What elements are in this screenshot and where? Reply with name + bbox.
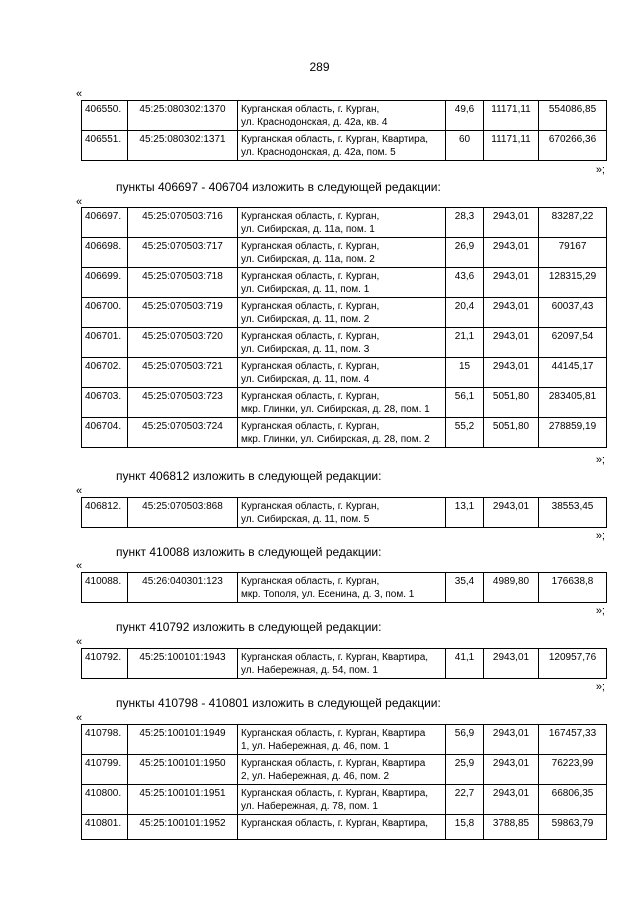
table-row <box>82 649 607 679</box>
cadastral-value-cell: 278859,19 <box>539 418 607 448</box>
address-line: Курганская область, г. Курган, <box>241 501 380 512</box>
rate-cell: 2943,01 <box>484 498 539 528</box>
address-line: Курганская область, г. Курган, Квартира <box>241 728 426 739</box>
address-cell <box>238 388 446 418</box>
registry-table <box>81 100 607 161</box>
area-cell: 41,1 <box>446 649 484 679</box>
address-line: Курганская область, г. Курган, <box>241 391 380 402</box>
cadastral-value-cell: 128315,29 <box>539 268 607 298</box>
cadastral-value-cell: 60037,43 <box>539 298 607 328</box>
address-cell <box>238 358 446 388</box>
table-body <box>82 649 607 679</box>
cadastral-number-cell: 45:25:080302:1371 <box>128 131 238 161</box>
open-quote: « <box>76 196 83 208</box>
rate-cell: 2943,01 <box>484 238 539 268</box>
area-cell: 60 <box>446 131 484 161</box>
cadastral-number-cell: 45:25:070503:718 <box>128 268 238 298</box>
address-line: ул. Краснодонская, д. 42а, кв. 4 <box>241 117 388 128</box>
address-cell <box>238 418 446 448</box>
item-number-cell: 406700. <box>82 298 128 328</box>
item-number-cell: 406703. <box>82 388 128 418</box>
table-row <box>82 358 607 388</box>
table-row <box>82 785 607 815</box>
rate-cell: 2943,01 <box>484 298 539 328</box>
item-number-cell: 406698. <box>82 238 128 268</box>
address-line: Курганская область, г. Курган, <box>241 361 380 372</box>
address-line: Курганская область, г. Курган, Квартира, <box>241 652 429 663</box>
item-number-cell: 406551. <box>82 131 128 161</box>
cadastral-number-cell: 45:25:070503:716 <box>128 208 238 238</box>
address-cell <box>238 101 446 131</box>
registry-table <box>81 497 607 528</box>
registry-table <box>81 572 607 603</box>
address-cell <box>238 815 446 840</box>
area-cell: 22,7 <box>446 785 484 815</box>
address-line: ул. Сибирская, д. 11, пом. 3 <box>241 344 370 355</box>
area-cell: 55,2 <box>446 418 484 448</box>
address-cell <box>238 725 446 755</box>
item-number-cell: 406704. <box>82 418 128 448</box>
address-line: Курганская область, г. Курган, Квартира, <box>241 818 429 829</box>
page-number: 289 <box>309 60 330 74</box>
address-line: ул. Сибирская, д. 11а, пом. 1 <box>241 224 375 235</box>
cadastral-value-cell: 554086,85 <box>539 101 607 131</box>
address-line: мкр. Глинки, ул. Сибирская, д. 28, пом. 2 <box>241 434 430 445</box>
item-number-cell: 406550. <box>82 101 128 131</box>
cadastral-number-cell: 45:25:070503:720 <box>128 328 238 358</box>
address-line: ул. Сибирская, д. 11, пом. 5 <box>241 514 370 525</box>
area-cell: 13,1 <box>446 498 484 528</box>
cadastral-number-cell: 45:25:070503:723 <box>128 388 238 418</box>
address-line: ул. Набережная, д. 54, пом. 1 <box>241 665 378 676</box>
address-line: 1, ул. Набережная, д. 46, пом. 1 <box>241 741 390 752</box>
rate-cell: 2943,01 <box>484 755 539 785</box>
cadastral-number-cell: 45:25:100101:1950 <box>128 755 238 785</box>
amendment-intro: пункт 410088 изложить в следующей редакции: <box>116 545 382 559</box>
address-line: Курганская область, г. Курган, Квартира, <box>241 134 429 145</box>
address-cell <box>238 498 446 528</box>
cadastral-value-cell: 76223,99 <box>539 755 607 785</box>
table-body <box>82 101 607 161</box>
rate-cell: 2943,01 <box>484 649 539 679</box>
address-line: ул. Набережная, д. 78, пом. 1 <box>241 801 378 812</box>
open-quote: « <box>76 712 83 724</box>
table-body <box>82 573 607 603</box>
close-quote: »; <box>595 681 605 693</box>
cadastral-value-cell: 176638,8 <box>539 573 607 603</box>
address-line: Курганская область, г. Курган, <box>241 301 380 312</box>
open-quote: « <box>76 636 83 648</box>
address-cell <box>238 298 446 328</box>
address-line: мкр. Глинки, ул. Сибирская, д. 28, пом. 1 <box>241 404 430 415</box>
address-cell <box>238 755 446 785</box>
rate-cell: 2943,01 <box>484 358 539 388</box>
address-cell <box>238 785 446 815</box>
address-line: Курганская область, г. Курган, <box>241 211 380 222</box>
cadastral-number-cell: 45:25:100101:1949 <box>128 725 238 755</box>
cadastral-number-cell: 45:25:070503:868 <box>128 498 238 528</box>
area-cell: 35,4 <box>446 573 484 603</box>
address-line: Курганская область, г. Курган, <box>241 421 380 432</box>
table-body <box>82 208 607 448</box>
table-row <box>82 268 607 298</box>
rate-cell: 3788,85 <box>484 815 539 840</box>
rate-cell: 11171,11 <box>484 101 539 131</box>
address-line: Курганская область, г. Курган, Квартира <box>241 758 426 769</box>
cadastral-number-cell: 45:26:040301:123 <box>128 573 238 603</box>
cadastral-number-cell: 45:25:080302:1370 <box>128 101 238 131</box>
amendment-intro: пункт 410792 изложить в следующей редакции: <box>116 620 382 634</box>
area-cell: 56,1 <box>446 388 484 418</box>
address-line: ул. Сибирская, д. 11, пом. 2 <box>241 314 370 325</box>
open-quote: « <box>76 88 83 100</box>
cadastral-number-cell: 45:25:100101:1943 <box>128 649 238 679</box>
item-number-cell: 410801. <box>82 815 128 840</box>
cadastral-value-cell: 38553,45 <box>539 498 607 528</box>
registry-table <box>81 207 607 448</box>
item-number-cell: 406697. <box>82 208 128 238</box>
rate-cell: 2943,01 <box>484 268 539 298</box>
address-line: ул. Сибирская, д. 11, пом. 4 <box>241 374 370 385</box>
rate-cell: 5051,80 <box>484 388 539 418</box>
area-cell: 21,1 <box>446 328 484 358</box>
close-quote: »; <box>595 605 605 617</box>
area-cell: 20,4 <box>446 298 484 328</box>
item-number-cell: 406812. <box>82 498 128 528</box>
item-number-cell: 406702. <box>82 358 128 388</box>
cadastral-value-cell: 120957,76 <box>539 649 607 679</box>
cadastral-number-cell: 45:25:070503:721 <box>128 358 238 388</box>
rate-cell: 2943,01 <box>484 725 539 755</box>
address-line: ул. Краснодонская, д. 42а, пом. 5 <box>241 147 396 158</box>
address-cell <box>238 208 446 238</box>
table-row <box>82 498 607 528</box>
cadastral-value-cell: 66806,35 <box>539 785 607 815</box>
rate-cell: 5051,80 <box>484 418 539 448</box>
cadastral-value-cell: 670266,36 <box>539 131 607 161</box>
address-line: Курганская область, г. Курган, <box>241 331 380 342</box>
rate-cell: 2943,01 <box>484 208 539 238</box>
close-quote: »; <box>595 164 605 176</box>
table-row <box>82 388 607 418</box>
area-cell: 49,6 <box>446 101 484 131</box>
address-line: Курганская область, г. Курган, Квартира, <box>241 788 429 799</box>
area-cell: 56,9 <box>446 725 484 755</box>
table-row <box>82 418 607 448</box>
rate-cell: 2943,01 <box>484 328 539 358</box>
address-line: Курганская область, г. Курган, <box>241 271 380 282</box>
close-quote: »; <box>595 454 605 466</box>
cadastral-value-cell: 79167 <box>539 238 607 268</box>
amendment-intro: пункты 410798 - 410801 изложить в следующей редакции: <box>116 696 441 710</box>
area-cell: 15,8 <box>446 815 484 840</box>
close-quote: »; <box>595 530 605 542</box>
cadastral-number-cell: 45:25:100101:1951 <box>128 785 238 815</box>
address-line: ул. Сибирская, д. 11а, пом. 2 <box>241 254 375 265</box>
table-row <box>82 725 607 755</box>
registry-table <box>81 724 607 840</box>
table-body <box>82 725 607 840</box>
item-number-cell: 410088. <box>82 573 128 603</box>
table-row <box>82 755 607 785</box>
address-line: Курганская область, г. Курган, <box>241 104 380 115</box>
item-number-cell: 406701. <box>82 328 128 358</box>
item-number-cell: 410798. <box>82 725 128 755</box>
address-cell <box>238 238 446 268</box>
rate-cell: 11171,11 <box>484 131 539 161</box>
cadastral-value-cell: 167457,33 <box>539 725 607 755</box>
address-cell <box>238 573 446 603</box>
cadastral-number-cell: 45:25:070503:724 <box>128 418 238 448</box>
address-line: мкр. Тополя, ул. Есенина, д. 3, пом. 1 <box>241 589 415 600</box>
address-line: ул. Сибирская, д. 11, пом. 1 <box>241 284 370 295</box>
cadastral-value-cell: 283405,81 <box>539 388 607 418</box>
item-number-cell: 410799. <box>82 755 128 785</box>
address-cell <box>238 131 446 161</box>
cadastral-number-cell: 45:25:070503:717 <box>128 238 238 268</box>
cadastral-value-cell: 62097,54 <box>539 328 607 358</box>
address-cell <box>238 328 446 358</box>
cadastral-value-cell: 83287,22 <box>539 208 607 238</box>
table-row <box>82 815 607 840</box>
open-quote: « <box>76 485 83 497</box>
registry-table <box>81 648 607 679</box>
item-number-cell: 410792. <box>82 649 128 679</box>
table-row <box>82 298 607 328</box>
address-line: Курганская область, г. Курган, <box>241 241 380 252</box>
rate-cell: 4989,80 <box>484 573 539 603</box>
address-line: 2, ул. Набережная, д. 46, пом. 2 <box>241 771 390 782</box>
area-cell: 26,9 <box>446 238 484 268</box>
address-cell <box>238 268 446 298</box>
address-cell <box>238 649 446 679</box>
open-quote: « <box>76 560 83 572</box>
area-cell: 28,3 <box>446 208 484 238</box>
table-row <box>82 101 607 131</box>
table-body <box>82 498 607 528</box>
area-cell: 43,6 <box>446 268 484 298</box>
item-number-cell: 406699. <box>82 268 128 298</box>
cadastral-number-cell: 45:25:100101:1952 <box>128 815 238 840</box>
table-row <box>82 131 607 161</box>
rate-cell: 2943,01 <box>484 785 539 815</box>
table-row <box>82 238 607 268</box>
area-cell: 15 <box>446 358 484 388</box>
table-row <box>82 328 607 358</box>
item-number-cell: 410800. <box>82 785 128 815</box>
area-cell: 25,9 <box>446 755 484 785</box>
cadastral-value-cell: 44145,17 <box>539 358 607 388</box>
table-row <box>82 573 607 603</box>
amendment-intro: пункт 406812 изложить в следующей редакции: <box>116 469 382 483</box>
table-row <box>82 208 607 238</box>
cadastral-value-cell: 59863,79 <box>539 815 607 840</box>
address-line: Курганская область, г. Курган, <box>241 576 380 587</box>
amendment-intro: пункты 406697 - 406704 изложить в следующей редакции: <box>116 180 441 194</box>
cadastral-number-cell: 45:25:070503:719 <box>128 298 238 328</box>
